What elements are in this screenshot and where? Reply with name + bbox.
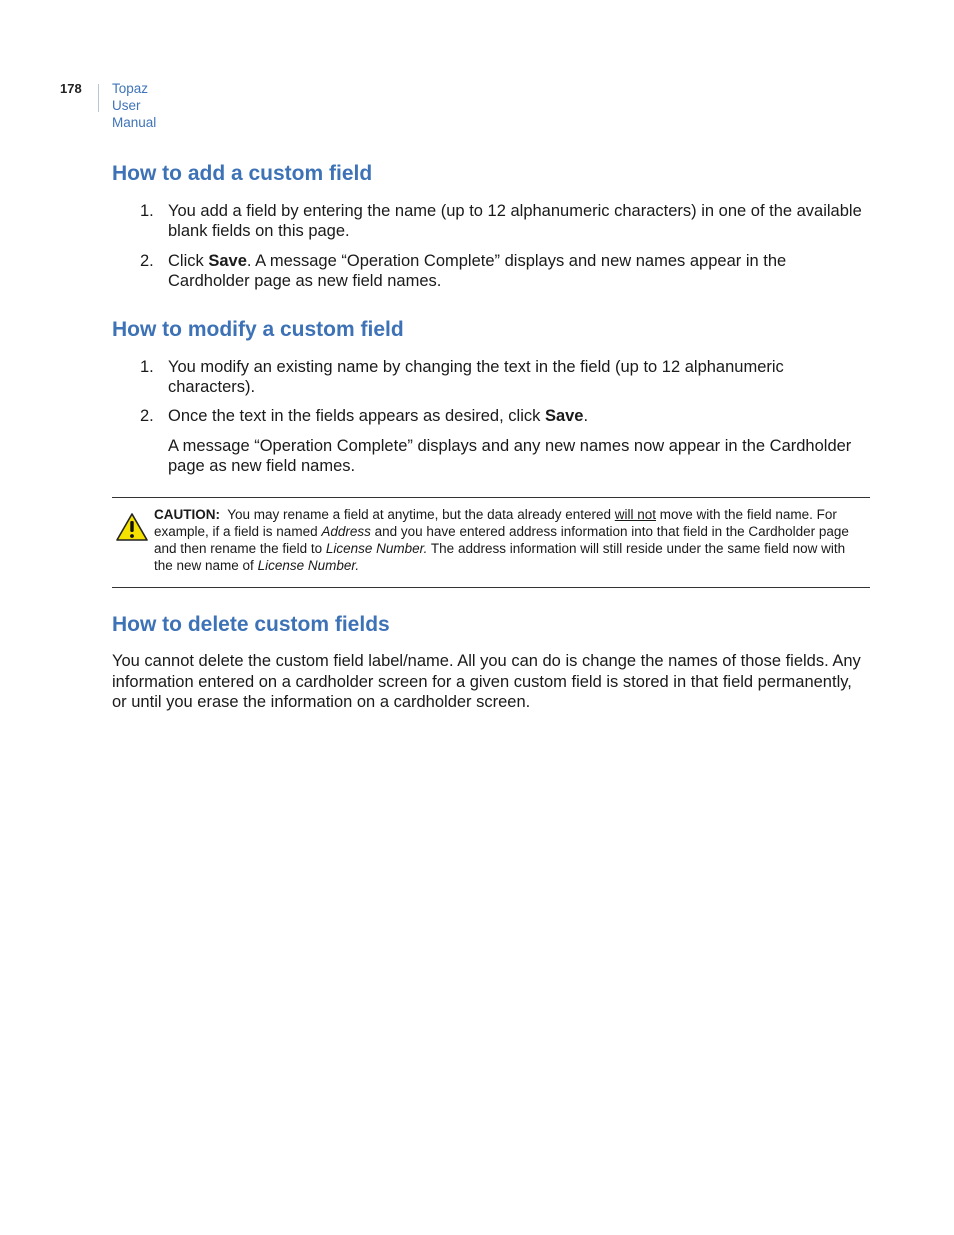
step-text: You add a field by entering the name (up to 12 alphanumeric characters) in one of the available blank fields on this page.: [168, 202, 862, 240]
warning-triangle-icon: [115, 512, 149, 542]
add-section-title: How to add a custom field: [112, 162, 373, 185]
caution-box: [112, 497, 870, 588]
emphasis-italic: Address: [321, 524, 371, 539]
step-number: 1.: [140, 358, 154, 376]
step-text: You modify an existing name by changing the text in the field (up to 12 alphanumeric characters).: [168, 358, 784, 396]
delete-section-body: You cannot delete the custom field label/name. All you can do is change the names of those fields. Any information entered on a cardholder screen for a given custom field is stored in that field permanently, or until you erase the information on a cardholder screen.: [112, 652, 861, 711]
step-text-part: .: [583, 407, 589, 425]
step-text: [168, 251, 868, 291]
save-emphasis: Save: [208, 252, 247, 270]
delete-section-title: How to delete custom fields: [112, 613, 390, 636]
caution-label: CAUTION:: [154, 507, 220, 522]
emphasis-italic: License Number.: [325, 541, 428, 556]
manual-name: User Manual: [112, 98, 157, 130]
caution-text-part: move with the field name. For example, if a field is named: [154, 507, 837, 539]
caution-text-part: and you have entered address information into that field in the Cardholder page and then rename the field to: [154, 524, 849, 556]
step-number: 2.: [140, 407, 154, 425]
caution-text-part: The address information will still reside under the same field now with the new name of: [154, 541, 846, 573]
step-number: 1.: [140, 202, 154, 220]
caution-text: [154, 506, 866, 574]
emphasis-underline: will not: [614, 507, 657, 522]
caution-text-part: You may rename a field at anytime, but the data already entered: [227, 507, 615, 522]
header-divider: [98, 84, 99, 112]
product-name: Topaz: [112, 81, 149, 96]
modify-note: A message “Operation Complete” displays and any new names now appear in the Cardholder page as new field names.: [168, 437, 852, 475]
step-text-part: Click: [168, 252, 209, 270]
page-number: 178: [60, 81, 82, 96]
save-emphasis: Save: [544, 407, 584, 425]
running-header: [112, 80, 156, 131]
step-text: [168, 406, 868, 426]
step-number: 2.: [140, 252, 154, 270]
step-text-part: Once the text in the fields appears as desired, click: [168, 407, 545, 425]
modify-section-title: How to modify a custom field: [112, 318, 404, 341]
step-text-part: . A message “Operation Complete” displays and new names appear in the Cardholder page as new field names.: [168, 252, 787, 290]
emphasis-italic: License Number.: [257, 558, 360, 573]
